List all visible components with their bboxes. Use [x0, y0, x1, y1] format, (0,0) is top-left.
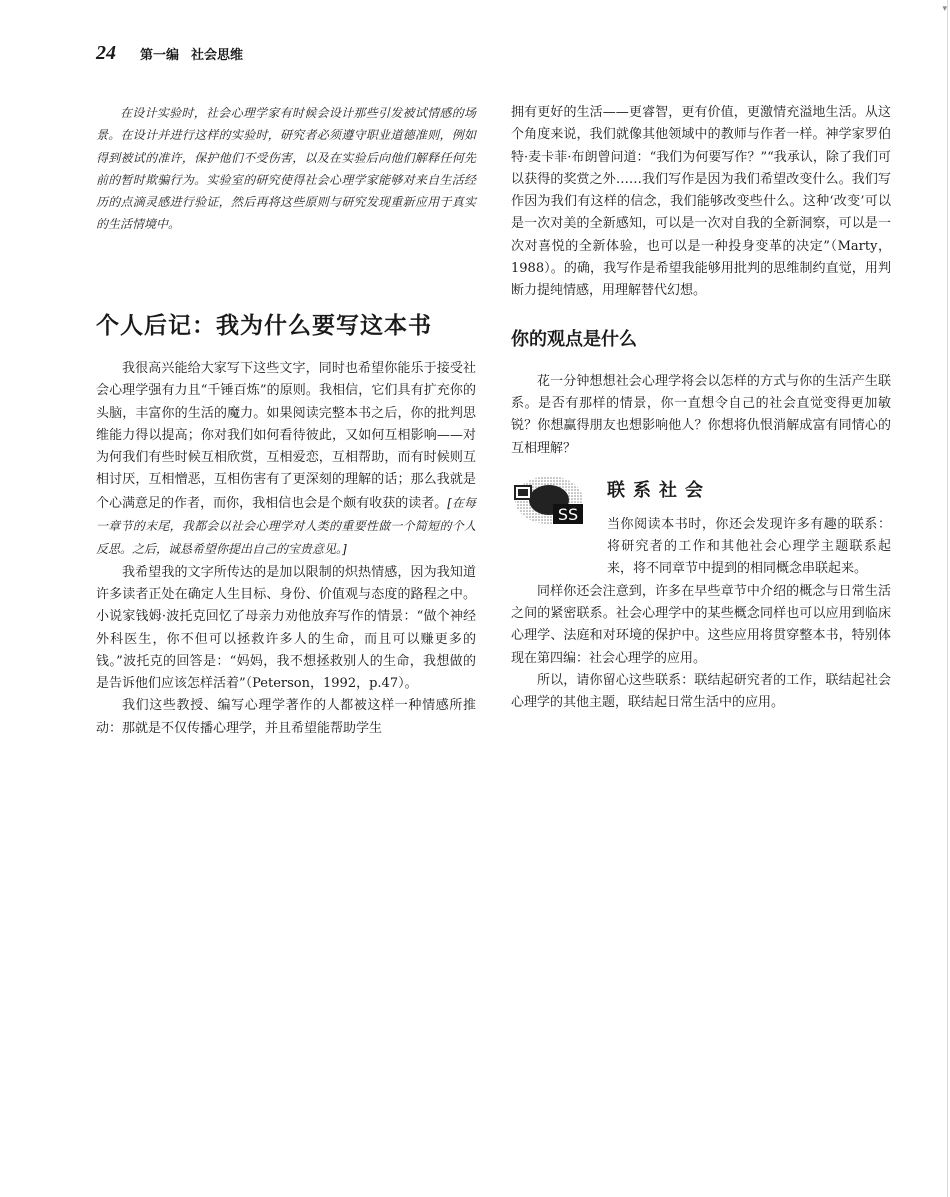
- section-title: 个人后记：我为什么要写这本书: [96, 312, 432, 339]
- left-column: [96, 102, 476, 236]
- continued-paragraph: 拥有更好的生活——更睿智，更有价值，更激情充溢地生活。从这个角度来说，我们就像其他领域中的教师与作者一样。神学家罗伯特·麦卡菲·布朗曾问道：“我们为何要写作？”“我承认，除了我们可以获得的奖赏之外……我们写作是因为我们希望改变什么。我们写作因为我们有这样的信念，我们能够改变些什么。这种‘改变’可以是一次对美的全新感知，可以是一次对自我的全新洞察，可以是一次对喜悦的全新体验，也可以是一种投身变革的决定”（Marty，1988）。的确，我写作是希望我能够用批判的思维制约直觉，用判断力提纯情感，用理解替代幻想。: [511, 105, 891, 299]
- body-paragraph: 我希望我的文字所传达的是加以限制的炽热情感，因为我知道许多读者正处在确定人生目标、身份、价值观与态度的路程之中。小说家钱姆·波托克回忆了母亲力劝他放弃写作的情景：“做个神经外科医生，你不但可以拯救许多人的生命，而且可以赚更多的钱。”波托克的回答是：“妈妈，我不想拯救别人的生命，我想做的是告诉他们应该怎样活着”（Peterson，1992，p.47）。: [96, 564, 476, 692]
- page-edge: [947, 0, 948, 1197]
- intro-italic-paragraph: 在设计实验时，社会心理学家有时候会设计那些引发被试情感的场景。在设计并进行这样的实验时，研究者必须遵守职业道德准则，例如得到被试的准许，保护他们不受伤害，以及在实验后向他们解释任何先前的暂时欺骗行为。实验室的研究使得社会心理学家能够对来自生活经历的点滴灵感进行验证，然后再将这些原则与研究发现重新应用于真实的生活情境中。: [96, 106, 476, 232]
- para1-text: 我很高兴能给大家写下这些文字，同时也希望你能乐于接受社会心理学强有力且“千锤百炼”的原则。我相信，它们具有扩充你的头脑，丰富你的生活的魔力。如果阅读完整本书之后，你的批判思维能力得以提高；你对我们如何看待彼此，又如何互相影响——对为何我们有些时候互相欣赏，互相爱恋，互相帮助，而有时候则互相讨厌，互相憎恶，互相伤害有了更深刻的理解的话；那么我就是个心满意足的作者，而你，我相信也会是个颇有收获的读者。: [96, 361, 476, 511]
- part-label: 第一编: [140, 48, 180, 63]
- connect-heading-row: [511, 474, 891, 536]
- connect-social-logo-icon: [511, 474, 587, 534]
- corner-mark-icon: ▾: [942, 4, 947, 14]
- page-number: 24: [96, 42, 116, 64]
- connect-paragraph: 当你阅读本书时，你还会发现许多有趣的联系：将研究者的工作和其他社会心理学主题联系起来，将不同章节中提到的相同概念串联起来。: [607, 516, 891, 577]
- body-paragraph: 我们这些教授、编写心理学著作的人都被这样一种情感所推动：那就是不仅传播心理学，并且希望能帮助学生: [96, 698, 476, 736]
- right-column: [511, 102, 891, 715]
- viewpoint-heading: 你的观点是什么: [511, 328, 637, 350]
- logo-text: SS: [557, 504, 579, 524]
- connect-heading: 联系社会: [607, 479, 711, 501]
- body-paragraph: [96, 358, 476, 562]
- left-column-body: [96, 358, 476, 740]
- connect-paragraph: 所以，请你留心这些联系：联结起研究者的工作，联结起社会心理学的其他主题，联结起日常生活中的应用。: [511, 672, 891, 711]
- running-header: [96, 42, 243, 64]
- para1-italic-note: [在每一章节的末尾，我都会以社会心理学对人类的重要性做一个简短的个人反思。之后，诚恳希望你提出自己的宝贵意见。]: [96, 495, 476, 557]
- connect-paragraph: 同样你还会注意到，许多在早些章节中介绍的概念与日常生活之间的紧密联系。社会心理学中的某些概念同样也可以应用到临床心理学、法庭和对环境的保护中。这些应用将贯穿整本书，特别体现在第四编：社会心理学的应用。: [511, 583, 891, 666]
- viewpoint-paragraph: 花一分钟想想社会心理学将会以怎样的方式与你的生活产生联系。是否有那样的情景，你一直想令自己的社会直觉变得更加敏锐？你想赢得朋友也想影响他人？你想将仇恨消解成富有同情心的互相理解？: [511, 373, 891, 456]
- connect-body: [511, 514, 891, 715]
- part-title: 社会思维: [191, 48, 244, 63]
